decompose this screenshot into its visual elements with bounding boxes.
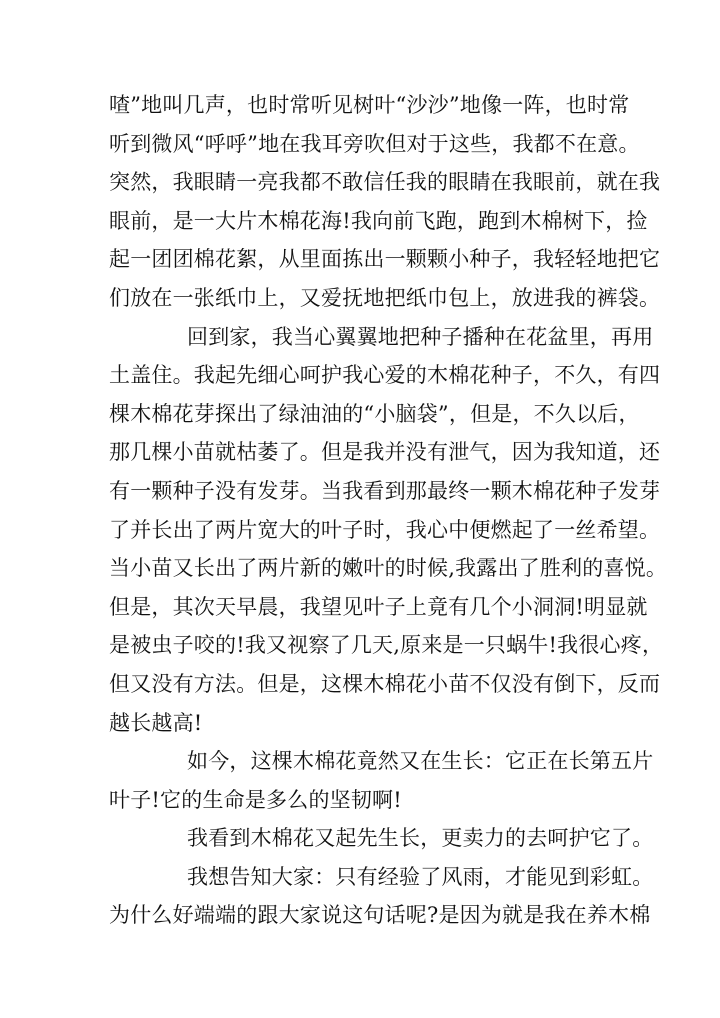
text-line: 有一颗种子没有发芽。当我看到那最终一颗木棉花种子发芽 [109,478,661,503]
text-line: 但又没有方法。但是，这棵木棉花小苗不仅没有倒下，反而 [109,671,661,696]
text-line: 当小苗又长出了两片新的嫩叶的时候,我露出了胜利的喜悦。 [109,556,668,581]
text-line: 那几棵小苗就枯萎了。但是我并没有泄气，因为我知道，还 [109,440,661,465]
text-line: 叶子!它的生命是多么的坚韧啊! [109,787,402,812]
text-line: 了并长出了两片宽大的叶子时，我心中便燃起了一丝希望。 [109,517,661,542]
text-line: 但是，其次天早晨，我望见叶子上竟有几个小洞洞!明显就 [109,594,648,619]
paragraph-start-line: 如今，这棵木棉花竟然又在生长：它正在长第五片 [187,749,654,774]
text-line: 是被虫子咬的!我又视察了几天,原来是一只蜗牛!我很心疼， [109,633,664,658]
text-line: 们放在一张纸巾上，又爱抚地把纸巾包上，放进我的裤袋。 [109,285,661,310]
paragraph-start-line: 我想告知大家：只有经验了风雨，才能见到彩虹。 [187,864,654,889]
text-line: 为什么好端端的跟大家说这句话呢?是因为就是我在养木棉 [109,903,651,928]
document-body [109,86,668,935]
text-line: 土盖住。我起先细心呵护我心爱的木棉花种子，不久，有四 [109,363,661,388]
text-line: 突然，我眼睛一亮我都不敢信任我的眼睛在我眼前，就在我 [109,170,661,195]
paragraph-start-line: 回到家，我当心翼翼地把种子播种在花盆里，再用 [187,324,654,349]
text-line: 眼前，是一大片木棉花海!我向前飞跑，跑到木棉树下，捡 [109,208,648,233]
text-line: 越长越高! [109,710,203,735]
text-line: 起一团团棉花絮，从里面拣出一颗颗小种子，我轻轻地把它 [109,247,661,272]
text-line: 棵木棉花芽探出了绿油油的“小脑袋”，但是，不久以后， [109,401,640,426]
text-line: 喳”地叫几声，也时常听见树叶“沙沙”地像一阵，也时常 [109,93,630,117]
text-line: 听到微风“呼呼”地在我耳旁吹但对于这些，我都不在意。 [109,131,640,156]
paragraph-start-line: 我看到木棉花又起先生长，更卖力的去呵护它了。 [187,826,654,851]
